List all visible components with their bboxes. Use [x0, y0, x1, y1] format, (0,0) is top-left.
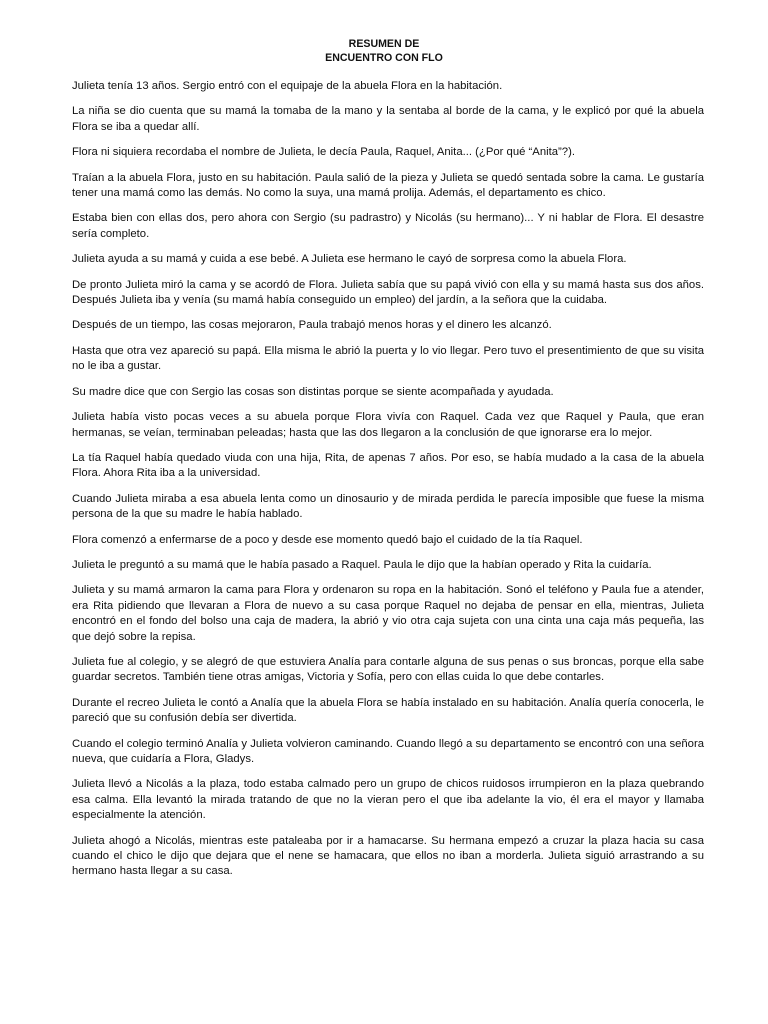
paragraph: Julieta y su mamá armaron la cama para Flora y ordenaron su ropa en la habitación. Sonó el teléfono y Paula fue a atender, era Rita pidiendo que llevaran a Flora de nuevo a su casa porque Raquel no dejaba de pensar en ella, mientras, Julieta encontró en el fondo del bolso una caja de madera, la abrió y vio otra caja sujeta con una cinta una caja más pequeña, las que dejó sobre la repisa.: [72, 584, 704, 643]
paragraph: Durante el recreo Julieta le contó a Analía que la abuela Flora se había instalado en su habitación. Analía quería conocerla, le pareció que su confusión debía ser divertida.: [72, 696, 704, 725]
paragraph: Flora comenzó a enfermarse de a poco y desde ese momento quedó bajo el cuidado de la tía Raquel.: [72, 533, 583, 546]
title-line-1: RESUMEN DE: [348, 38, 420, 50]
paragraph: Cuando el colegio terminó Analía y Julieta volvieron caminando. Cuando llegó a su departamento se encontró con una señora nueva, que cuidaría a Flora, Gladys.: [72, 737, 704, 765]
paragraph: Julieta le preguntó a su mamá que le había pasado a Raquel. Paula le dijo que la habían operado y Rita la cuidaría.: [72, 558, 652, 571]
paragraph: Julieta había visto pocas veces a su abuela porque Flora vivía con Raquel. Cada vez que Raquel y Paula, que eran hermanas, se veían, terminaban peleadas; hasta que las dos llegaron a la conclusión de que ignorarse era lo mejor.: [72, 411, 704, 439]
title-line-2: ENCUENTRO CON FLO: [325, 52, 443, 64]
paragraph: Julieta fue al colegio, y se alegró de que estuviera Analía para contarle alguna de sus penas o sus broncas, porque ella sabe guardar secretos. También tiene otras amigas, Victoria y Sofía, pero con ellas cuida lo que debe contarles.: [72, 655, 704, 684]
document-body: [72, 79, 704, 890]
paragraph: Estaba bien con ellas dos, pero ahora con Sergio (su padrastro) y Nicolás (su hermano)... Y ni hablar de Flora. El desastre sería completo.: [72, 212, 704, 240]
paragraph: Hasta que otra vez apareció su papá. Ella misma le abrió la puerta y lo vio llegar. Pero tuvo el presentimiento de que su visita no le iba a gustar.: [72, 344, 704, 373]
paragraph: Flora ni siquiera recordaba el nombre de Julieta, le decía Paula, Raquel, Anita... (¿Por qué “Anita”?).: [72, 146, 575, 159]
paragraph: Julieta ayuda a su mamá y cuida a ese bebé. A Julieta ese hermano le cayó de sorpresa como la abuela Flora.: [72, 253, 627, 266]
paragraph: Su madre dice que con Sergio las cosas son distintas porque se siente acompañada y ayudada.: [72, 385, 554, 398]
document-title: [0, 37, 768, 65]
paragraph: Traían a la abuela Flora, justo en su habitación. Paula salió de la pieza y Julieta se quedó sentada sobre la cama. Le gustaría tener una mamá como las demás. No como la suya, una mamá prolija. Además, el departamento es chico.: [72, 171, 704, 200]
paragraph: De pronto Julieta miró la cama y se acordó de Flora. Julieta sabía que su papá vivió con ella y su mamá hasta sus dos años. Después Julieta iba y venía (su mamá había conseguido un empleo) del jardín, a la señora que la cuidaba.: [72, 278, 704, 307]
paragraph: Julieta tenía 13 años. Sergio entró con el equipaje de la abuela Flora en la habitación.: [72, 80, 503, 92]
paragraph: Julieta ahogó a Nicolás, mientras este pataleaba por ir a hamacarse. Su hermana empezó a cruzar la plaza hacia su casa cuando el chico le dijo que dejara que el nene se hamacara, que ellos no iban a morderla. Julieta siguió arrastrando a su hermano hasta llegar a su casa.: [72, 834, 704, 878]
paragraph: Cuando Julieta miraba a esa abuela lenta como un dinosaurio y de mirada perdida le parecía imposible que fuese la misma persona de la que su madre le había hablado.: [72, 492, 704, 521]
paragraph: La niña se dio cuenta que su mamá la tomaba de la mano y la sentaba al borde de la cama, y le explicó por qué la abuela Flora se iba a quedar allí.: [72, 105, 704, 133]
paragraph: La tía Raquel había quedado viuda con una hija, Rita, de apenas 7 años. Por eso, se había mudado a la casa de la abuela Flora. Ahora Rita iba a la universidad.: [72, 451, 704, 480]
paragraph: Julieta llevó a Nicolás a la plaza, todo estaba calmado pero un grupo de chicos ruidosos irrumpieron en la plaza quebrando esa calma. Ella levantó la mirada tratando de que no la vieran pero el que iba adelante la vio, él era el mayor y llamaba especialmente la atención.: [72, 778, 704, 822]
paragraph: Después de un tiempo, las cosas mejoraron, Paula trabajó menos horas y el dinero les alcanzó.: [72, 319, 552, 332]
